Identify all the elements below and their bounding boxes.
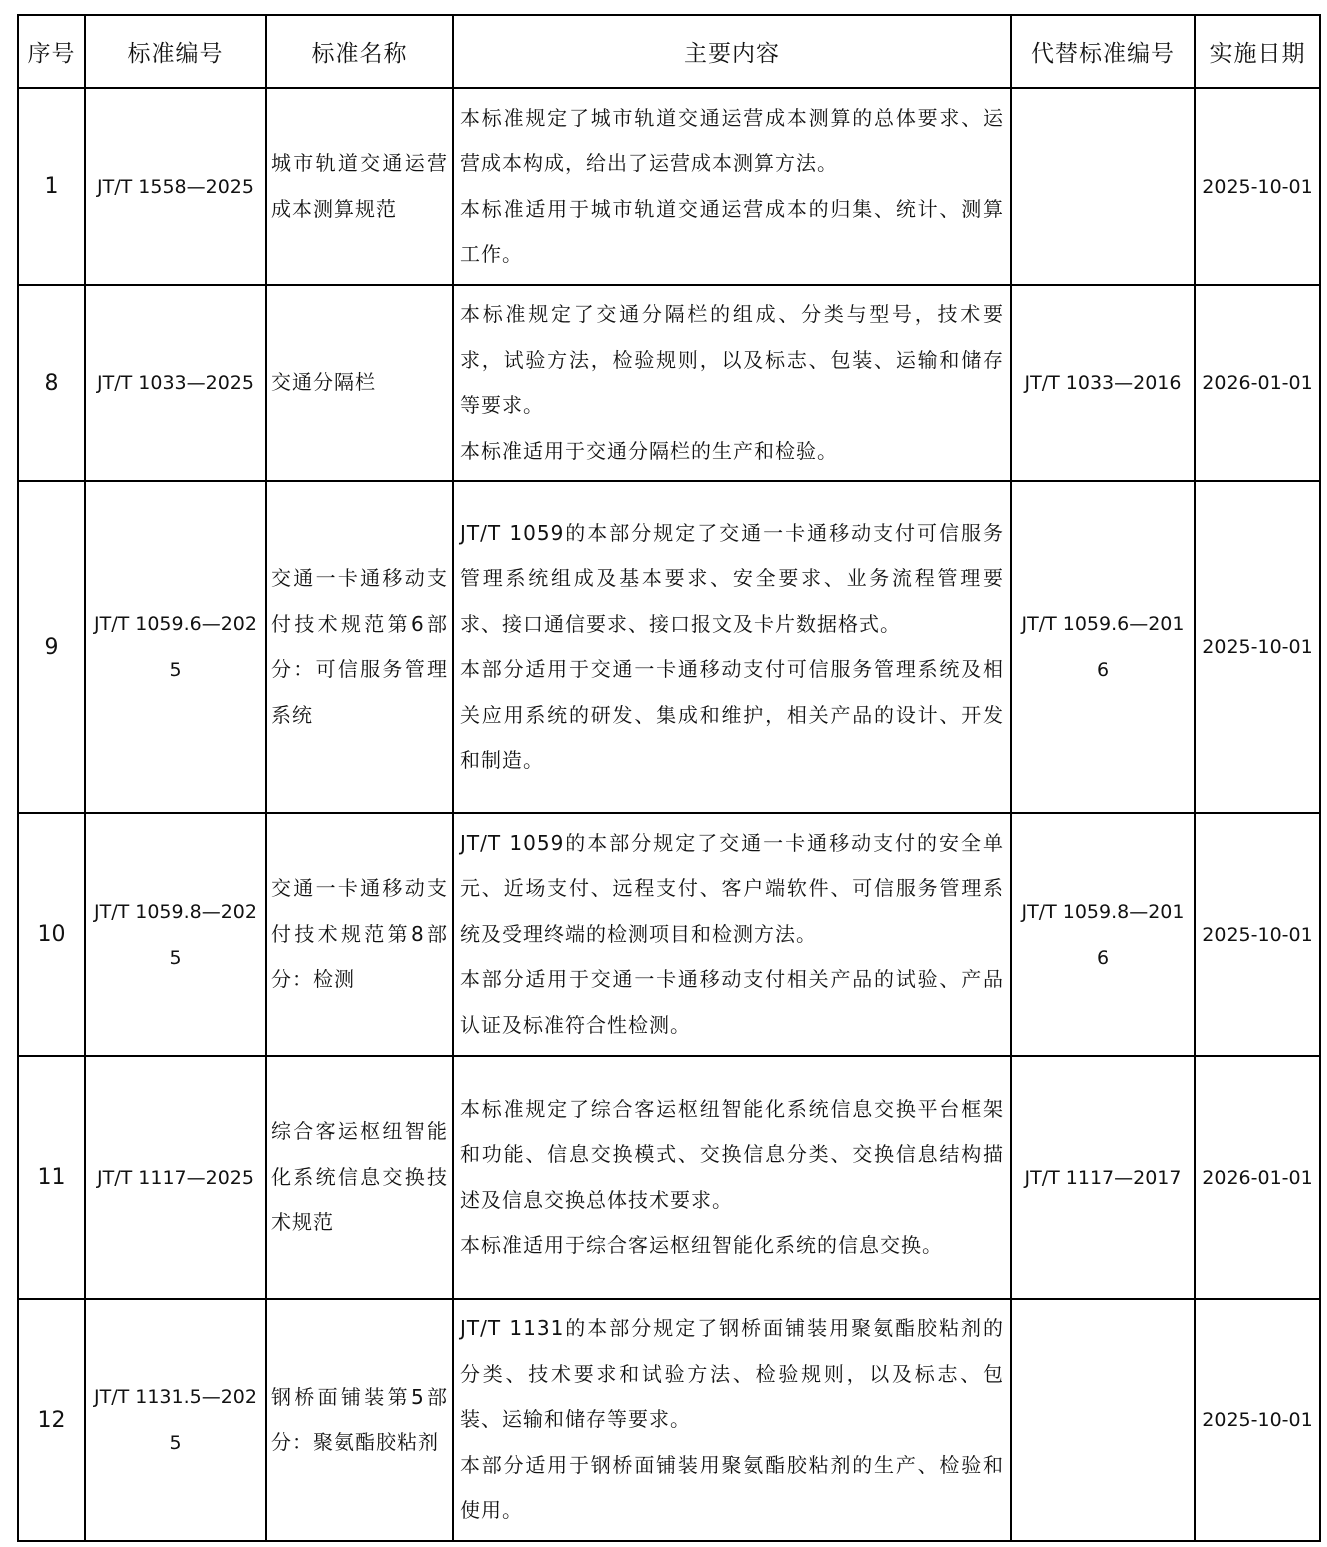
row-date: 2026-01-01 xyxy=(1195,1056,1320,1299)
row-date: 2026-01-01 xyxy=(1195,285,1320,481)
header-content: 主要内容 xyxy=(453,15,1011,88)
row-replaced: JT/T 1059.8—2016 xyxy=(1011,813,1195,1056)
row-content xyxy=(453,1299,1011,1541)
row-replaced xyxy=(1011,88,1195,285)
header-replaced: 代替标准编号 xyxy=(1011,15,1195,88)
content-paragraph: JT/T 1059的本部分规定了交通一卡通移动支付可信服务管理系统组成及基本要求、安全要求、业务流程管理要求、接口通信要求、接口报文及卡片数据格式。 xyxy=(460,520,1004,636)
row-no: 9 xyxy=(18,481,85,813)
row-replaced: JT/T 1117—2017 xyxy=(1011,1056,1195,1299)
row-no: 11 xyxy=(18,1056,85,1299)
row-name: 综合客运枢纽智能化系统信息交换技术规范 xyxy=(266,1056,453,1299)
row-content xyxy=(453,88,1011,285)
row-code: JT/T 1033—2025 xyxy=(85,285,266,481)
table-row xyxy=(18,285,1320,481)
content-paragraph: 本标准规定了综合客运枢纽智能化系统信息交换平台框架和功能、信息交换模式、交换信息分类、交换信息结构描述及信息交换总体技术要求。 xyxy=(460,1096,1004,1212)
row-name: 钢桥面铺装第5部分：聚氨酯胶粘剂 xyxy=(266,1299,453,1541)
row-replaced xyxy=(1011,1299,1195,1541)
content-paragraph: 本部分适用于交通一卡通移动支付可信服务管理系统及相关应用系统的研发、集成和维护，相关产品的设计、开发和制造。 xyxy=(460,657,1004,772)
row-name: 城市轨道交通运营成本测算规范 xyxy=(266,88,453,285)
row-no: 10 xyxy=(18,813,85,1056)
row-content xyxy=(453,285,1011,481)
row-no: 1 xyxy=(18,88,85,285)
row-replaced: JT/T 1033—2016 xyxy=(1011,285,1195,481)
row-content xyxy=(453,481,1011,813)
row-name: 交通一卡通移动支付技术规范第8部分：检测 xyxy=(266,813,453,1056)
table-row xyxy=(18,481,1320,813)
content-paragraph: 本标准规定了交通分隔栏的组成、分类与型号，技术要求，试验方法，检验规则，以及标志、包装、运输和储存等要求。 xyxy=(460,302,1004,417)
row-code: JT/T 1131.5—2025 xyxy=(85,1299,266,1541)
header-date: 实施日期 xyxy=(1195,15,1320,88)
content-paragraph: 本部分适用于交通一卡通移动支付相关产品的试验、产品认证及标准符合性检测。 xyxy=(460,967,1004,1037)
content-paragraph: 本部分适用于钢桥面铺装用聚氨酯胶粘剂的生产、检验和使用。 xyxy=(460,1452,1004,1523)
row-date: 2025-10-01 xyxy=(1195,1299,1320,1541)
table-row xyxy=(18,88,1320,285)
row-date: 2025-10-01 xyxy=(1195,813,1320,1056)
row-name: 交通分隔栏 xyxy=(266,285,453,481)
row-content xyxy=(453,813,1011,1056)
content-paragraph: 本标准适用于交通分隔栏的生产和检验。 xyxy=(460,438,838,463)
table-row xyxy=(18,1299,1320,1541)
row-code: JT/T 1059.8—2025 xyxy=(85,813,266,1056)
row-code: JT/T 1117—2025 xyxy=(85,1056,266,1299)
content-paragraph: 本标准适用于城市轨道交通运营成本的归集、统计、测算工作。 xyxy=(460,196,1004,266)
header-no: 序号 xyxy=(18,15,85,88)
row-no: 12 xyxy=(18,1299,85,1541)
standards-table xyxy=(17,14,1321,1542)
header-name: 标准名称 xyxy=(266,15,453,88)
row-date: 2025-10-01 xyxy=(1195,481,1320,813)
table-row xyxy=(18,813,1320,1056)
header-code: 标准编号 xyxy=(85,15,266,88)
table-row xyxy=(18,1056,1320,1299)
table-header-row xyxy=(18,15,1320,88)
row-code: JT/T 1558—2025 xyxy=(85,88,266,285)
row-content xyxy=(453,1056,1011,1299)
content-paragraph: JT/T 1059的本部分规定了交通一卡通移动支付的安全单元、近场支付、远程支付、客户端软件、可信服务管理系统及受理终端的检测项目和检测方法。 xyxy=(460,830,1004,946)
row-name: 交通一卡通移动支付技术规范第6部分：可信服务管理系统 xyxy=(266,481,453,813)
content-paragraph: 本标准适用于综合客运枢纽智能化系统的信息交换。 xyxy=(460,1233,943,1257)
content-paragraph: 本标准规定了城市轨道交通运营成本测算的总体要求、运营成本构成，给出了运营成本测算方法。 xyxy=(460,105,1004,175)
row-no: 8 xyxy=(18,285,85,481)
row-replaced: JT/T 1059.6—2016 xyxy=(1011,481,1195,813)
row-code: JT/T 1059.6—2025 xyxy=(85,481,266,813)
row-date: 2025-10-01 xyxy=(1195,88,1320,285)
content-paragraph: JT/T 1131的本部分规定了钢桥面铺装用聚氨酯胶粘剂的分类、技术要求和试验方法、检验规则，以及标志、包装、运输和储存等要求。 xyxy=(460,1316,1004,1432)
